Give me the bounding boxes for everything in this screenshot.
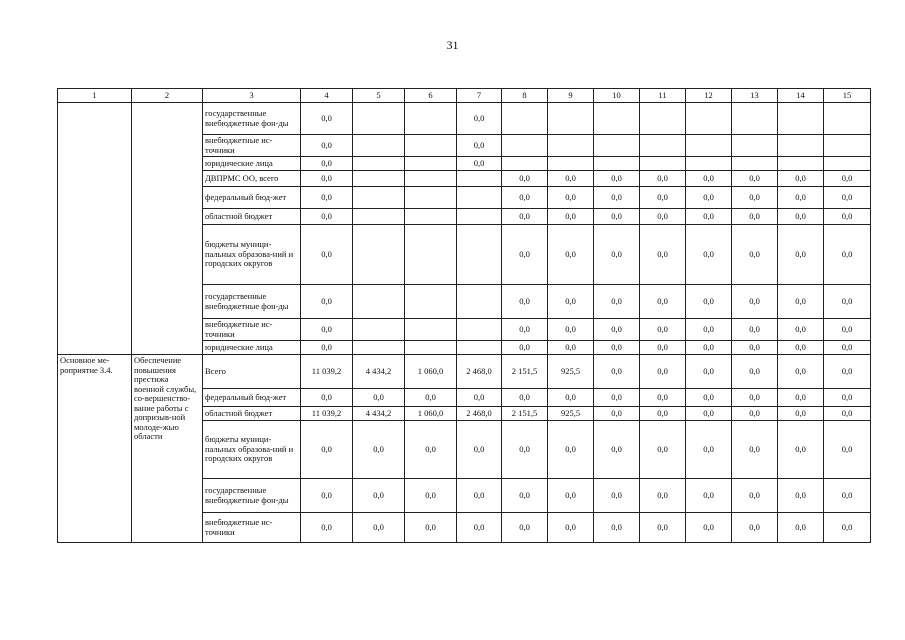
value-cell: 0,0	[824, 209, 871, 225]
value-cell: 0,0	[824, 319, 871, 341]
value-cell	[405, 135, 457, 157]
value-cell	[594, 103, 640, 135]
value-cell: 11 039,2	[301, 407, 353, 421]
header-cell: 3	[203, 89, 301, 103]
value-cell: 0,0	[548, 389, 594, 407]
value-cell: 0,0	[640, 355, 686, 389]
header-cell: 5	[353, 89, 405, 103]
value-cell: 0,0	[457, 389, 502, 407]
header-cell: 8	[502, 89, 548, 103]
funding-source-label: бюджеты муници-пальных образова-ний и городских округов	[203, 421, 301, 479]
page-number: 31	[446, 38, 459, 52]
value-cell: 0,0	[502, 421, 548, 479]
header-cell: 15	[824, 89, 871, 103]
value-cell: 0,0	[732, 225, 778, 285]
value-cell: 0,0	[594, 187, 640, 209]
value-cell: 0,0	[301, 285, 353, 319]
value-cell: 0,0	[732, 319, 778, 341]
value-cell	[405, 157, 457, 171]
value-cell: 4 434,2	[353, 355, 405, 389]
value-cell	[732, 135, 778, 157]
value-cell	[353, 341, 405, 355]
value-cell: 0,0	[686, 341, 732, 355]
value-cell: 0,0	[502, 319, 548, 341]
value-cell: 0,0	[457, 135, 502, 157]
value-cell: 0,0	[301, 187, 353, 209]
value-cell: 0,0	[548, 187, 594, 209]
value-cell: 0,0	[502, 225, 548, 285]
value-cell: 0,0	[686, 355, 732, 389]
value-cell: 1 060,0	[405, 407, 457, 421]
value-cell: 0,0	[732, 421, 778, 479]
funding-source-label: федеральный бюд-жет	[203, 389, 301, 407]
empty-cell	[132, 103, 203, 355]
value-cell	[457, 187, 502, 209]
value-cell: 0,0	[778, 341, 824, 355]
header-cell: 12	[686, 89, 732, 103]
value-cell: 0,0	[301, 157, 353, 171]
value-cell: 0,0	[301, 389, 353, 407]
value-cell	[405, 103, 457, 135]
value-cell	[640, 135, 686, 157]
value-cell: 0,0	[548, 171, 594, 187]
value-cell: 0,0	[594, 513, 640, 543]
value-cell: 0,0	[640, 513, 686, 543]
value-cell: 0,0	[301, 209, 353, 225]
value-cell: 2 151,5	[502, 407, 548, 421]
value-cell: 0,0	[502, 171, 548, 187]
value-cell	[548, 103, 594, 135]
value-cell	[405, 171, 457, 187]
value-cell: 0,0	[824, 187, 871, 209]
value-cell: 0,0	[548, 285, 594, 319]
value-cell	[353, 225, 405, 285]
value-cell	[457, 171, 502, 187]
header-cell: 13	[732, 89, 778, 103]
value-cell: 0,0	[640, 341, 686, 355]
value-cell	[457, 341, 502, 355]
empty-cell	[58, 103, 132, 355]
value-cell: 0,0	[686, 225, 732, 285]
value-cell	[457, 285, 502, 319]
value-cell: 0,0	[778, 209, 824, 225]
value-cell: 0,0	[686, 513, 732, 543]
value-cell	[732, 103, 778, 135]
value-cell	[686, 157, 732, 171]
value-cell: 0,0	[686, 285, 732, 319]
value-cell	[548, 157, 594, 171]
header-cell: 6	[405, 89, 457, 103]
value-cell: 0,0	[732, 407, 778, 421]
value-cell: 0,0	[686, 187, 732, 209]
value-cell: 0,0	[824, 355, 871, 389]
value-cell: 0,0	[732, 479, 778, 513]
value-cell: 0,0	[457, 421, 502, 479]
value-cell: 0,0	[548, 421, 594, 479]
value-cell: 0,0	[640, 171, 686, 187]
value-cell	[686, 103, 732, 135]
value-cell: 0,0	[502, 209, 548, 225]
value-cell: 0,0	[502, 513, 548, 543]
value-cell: 0,0	[640, 479, 686, 513]
value-cell: 0,0	[405, 421, 457, 479]
value-cell: 0,0	[778, 171, 824, 187]
value-cell	[732, 157, 778, 171]
value-cell	[778, 157, 824, 171]
value-cell: 11 039,2	[301, 355, 353, 389]
value-cell: 0,0	[732, 355, 778, 389]
value-cell: 0,0	[640, 225, 686, 285]
value-cell: 0,0	[353, 389, 405, 407]
value-cell: 0,0	[686, 319, 732, 341]
value-cell	[353, 157, 405, 171]
value-cell: 2 468,0	[457, 355, 502, 389]
funding-source-label: ДВПРМС ОО, всего	[203, 171, 301, 187]
value-cell: 0,0	[640, 421, 686, 479]
value-cell	[353, 103, 405, 135]
value-cell: 0,0	[778, 225, 824, 285]
value-cell: 0,0	[548, 225, 594, 285]
value-cell	[824, 157, 871, 171]
header-cell: 10	[594, 89, 640, 103]
value-cell: 0,0	[548, 341, 594, 355]
budget-table	[57, 88, 871, 543]
value-cell: 0,0	[824, 285, 871, 319]
header-cell: 11	[640, 89, 686, 103]
value-cell: 0,0	[301, 421, 353, 479]
value-cell: 0,0	[732, 389, 778, 407]
value-cell	[405, 187, 457, 209]
value-cell	[405, 209, 457, 225]
value-cell: 0,0	[824, 479, 871, 513]
value-cell: 0,0	[824, 341, 871, 355]
measure-name-cell: Основное ме-роприятие 3.4.	[58, 355, 132, 543]
value-cell: 2 151,5	[502, 355, 548, 389]
funding-source-label: областной бюджет	[203, 209, 301, 225]
funding-source-label: государственные внебюджетные фон-ды	[203, 479, 301, 513]
value-cell: 0,0	[640, 407, 686, 421]
value-cell: 0,0	[778, 407, 824, 421]
value-cell: 0,0	[457, 103, 502, 135]
value-cell	[457, 209, 502, 225]
value-cell	[457, 319, 502, 341]
value-cell: 0,0	[502, 389, 548, 407]
value-cell: 0,0	[594, 389, 640, 407]
value-cell	[353, 187, 405, 209]
value-cell: 0,0	[640, 319, 686, 341]
value-cell: 0,0	[594, 355, 640, 389]
value-cell: 0,0	[301, 341, 353, 355]
value-cell	[640, 103, 686, 135]
table-row	[58, 355, 871, 389]
value-cell: 0,0	[301, 103, 353, 135]
funding-source-label: внебюджетные ис-точники	[203, 135, 301, 157]
value-cell	[778, 103, 824, 135]
value-cell: 0,0	[778, 421, 824, 479]
value-cell: 0,0	[301, 479, 353, 513]
value-cell	[405, 225, 457, 285]
value-cell: 0,0	[301, 225, 353, 285]
value-cell: 0,0	[640, 187, 686, 209]
value-cell	[824, 135, 871, 157]
value-cell: 0,0	[502, 341, 548, 355]
value-cell: 0,0	[548, 209, 594, 225]
value-cell: 0,0	[405, 389, 457, 407]
value-cell: 0,0	[686, 421, 732, 479]
value-cell: 0,0	[824, 225, 871, 285]
value-cell: 925,5	[548, 355, 594, 389]
value-cell	[640, 157, 686, 171]
value-cell: 0,0	[353, 479, 405, 513]
value-cell: 0,0	[732, 341, 778, 355]
value-cell: 0,0	[732, 187, 778, 209]
header-cell: 9	[548, 89, 594, 103]
value-cell: 0,0	[301, 319, 353, 341]
value-cell: 0,0	[301, 171, 353, 187]
funding-source-label: федеральный бюд-жет	[203, 187, 301, 209]
funding-source-label: юридические лица	[203, 157, 301, 171]
measure-description-cell: Обеспечение повышения престижа военной службы, со-вершенство-вание работы с допризыв-ной молоде-жью области	[132, 355, 203, 543]
value-cell: 0,0	[548, 319, 594, 341]
value-cell: 0,0	[824, 407, 871, 421]
header-cell: 1	[58, 89, 132, 103]
value-cell: 0,0	[353, 421, 405, 479]
header-cell: 14	[778, 89, 824, 103]
value-cell: 0,0	[353, 513, 405, 543]
value-cell: 1 060,0	[405, 355, 457, 389]
table-row	[58, 103, 871, 135]
header-cell: 2	[132, 89, 203, 103]
value-cell: 0,0	[778, 355, 824, 389]
value-cell	[405, 285, 457, 319]
value-cell: 0,0	[732, 513, 778, 543]
funding-source-label: государственные внебюджетные фон-ды	[203, 285, 301, 319]
value-cell	[405, 341, 457, 355]
value-cell: 0,0	[778, 479, 824, 513]
value-cell: 0,0	[594, 341, 640, 355]
value-cell: 0,0	[457, 157, 502, 171]
value-cell: 0,0	[301, 135, 353, 157]
value-cell: 0,0	[502, 479, 548, 513]
value-cell: 0,0	[594, 421, 640, 479]
value-cell: 0,0	[640, 285, 686, 319]
value-cell	[353, 285, 405, 319]
funding-source-label: областной бюджет	[203, 407, 301, 421]
value-cell: 0,0	[686, 479, 732, 513]
value-cell: 0,0	[548, 479, 594, 513]
value-cell	[457, 225, 502, 285]
value-cell: 0,0	[778, 513, 824, 543]
value-cell	[502, 157, 548, 171]
value-cell	[778, 135, 824, 157]
value-cell: 0,0	[686, 389, 732, 407]
funding-source-label: бюджеты муници-пальных образова-ний и городских округов	[203, 225, 301, 285]
value-cell: 0,0	[640, 389, 686, 407]
value-cell: 0,0	[594, 319, 640, 341]
value-cell: 0,0	[824, 389, 871, 407]
value-cell: 0,0	[778, 285, 824, 319]
value-cell	[353, 209, 405, 225]
value-cell: 0,0	[594, 171, 640, 187]
value-cell	[502, 103, 548, 135]
value-cell: 0,0	[824, 171, 871, 187]
funding-source-label: юридические лица	[203, 341, 301, 355]
value-cell	[405, 319, 457, 341]
value-cell: 0,0	[594, 285, 640, 319]
value-cell: 0,0	[732, 209, 778, 225]
value-cell: 0,0	[594, 407, 640, 421]
value-cell	[502, 135, 548, 157]
value-cell: 0,0	[732, 171, 778, 187]
value-cell: 0,0	[405, 479, 457, 513]
value-cell	[594, 157, 640, 171]
value-cell: 0,0	[594, 225, 640, 285]
value-cell: 0,0	[778, 389, 824, 407]
header-cell: 4	[301, 89, 353, 103]
value-cell: 0,0	[502, 187, 548, 209]
value-cell: 0,0	[686, 407, 732, 421]
value-cell: 0,0	[778, 319, 824, 341]
funding-source-label: внебюджетные ис-точники	[203, 319, 301, 341]
value-cell: 0,0	[778, 187, 824, 209]
value-cell: 0,0	[824, 513, 871, 543]
value-cell: 0,0	[594, 479, 640, 513]
value-cell: 0,0	[686, 171, 732, 187]
value-cell: 0,0	[502, 285, 548, 319]
value-cell: 0,0	[640, 209, 686, 225]
value-cell: 0,0	[301, 513, 353, 543]
value-cell: 2 468,0	[457, 407, 502, 421]
header-row	[58, 89, 871, 103]
value-cell: 0,0	[405, 513, 457, 543]
value-cell	[353, 171, 405, 187]
value-cell: 925,5	[548, 407, 594, 421]
value-cell	[594, 135, 640, 157]
value-cell: 0,0	[824, 421, 871, 479]
value-cell	[686, 135, 732, 157]
value-cell: 0,0	[548, 513, 594, 543]
table-body	[58, 89, 871, 543]
value-cell: 0,0	[594, 209, 640, 225]
funding-source-label: Всего	[203, 355, 301, 389]
value-cell	[548, 135, 594, 157]
value-cell	[353, 319, 405, 341]
value-cell	[824, 103, 871, 135]
value-cell: 4 434,2	[353, 407, 405, 421]
value-cell: 0,0	[686, 209, 732, 225]
value-cell: 0,0	[732, 285, 778, 319]
funding-source-label: внебюджетные ис-точники	[203, 513, 301, 543]
value-cell: 0,0	[457, 513, 502, 543]
value-cell	[353, 135, 405, 157]
funding-source-label: государственные внебюджетные фон-ды	[203, 103, 301, 135]
header-cell: 7	[457, 89, 502, 103]
value-cell: 0,0	[457, 479, 502, 513]
